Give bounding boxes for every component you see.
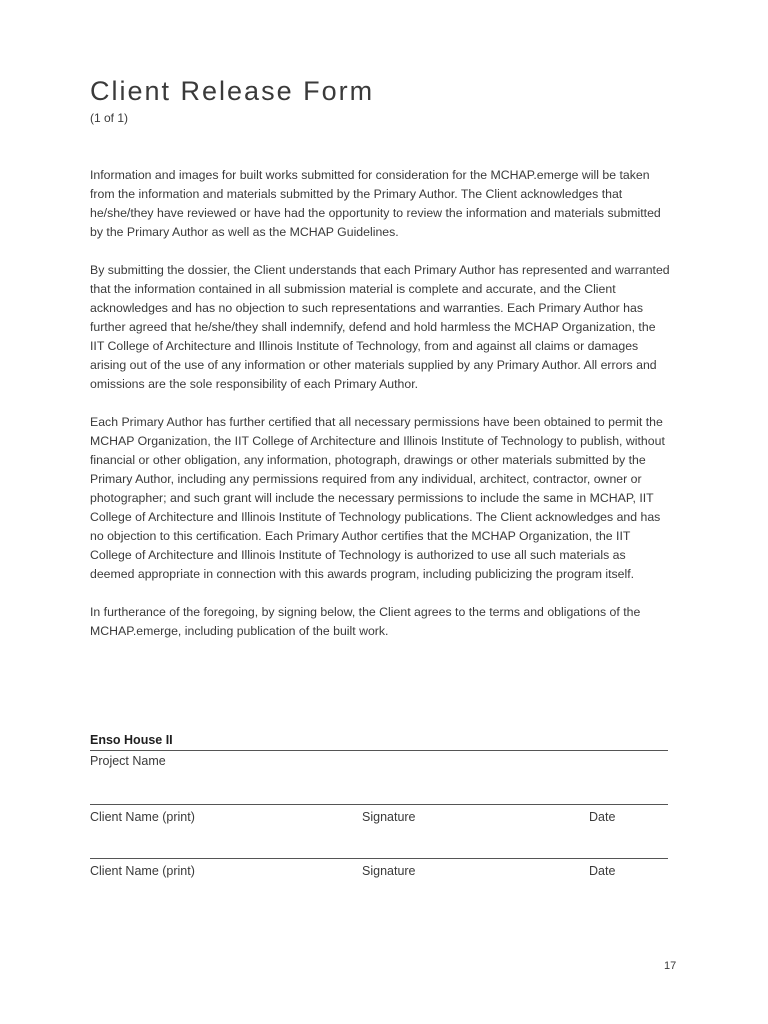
project-name-value: Enso House II [90,733,173,747]
signature-label: Signature [362,810,416,824]
project-name-label: Project Name [90,754,166,768]
date-label: Date [589,864,616,878]
signature-row-2 [90,861,668,883]
signature-line-1 [90,804,668,805]
signature-line-2 [90,858,668,859]
signature-row-1 [90,807,668,829]
page-count: (1 of 1) [90,111,129,125]
client-name-label: Client Name (print) [90,864,195,878]
page-number: 17 [664,960,677,972]
paragraph-information: Information and images for built works submitted for consideration for the MCHAP.emerge will be taken from the information and materials submitted by the Primary Author. The Client acknowledges that he/she/they have reviewed or have had the opportunity to review the information and materials submitted by the Primary Author as well as the MCHAP Guidelines. [90,168,661,239]
form-body [90,166,672,660]
paragraph-agreement: In furtherance of the foregoing, by signing below, the Client agrees to the terms and obligations of the MCHAP.emerge, including publication of the built work. [90,605,641,638]
signature-label: Signature [362,864,416,878]
project-name-field [90,731,668,771]
release-form-page [90,0,670,1024]
paragraph-submission: By submitting the dossier, the Client understands that each Primary Author has represented and warranted that the information contained in all submission material is complete and accurate, and the Client acknowledges and has no objection to such representations and warranties. Each Primary Author has further agreed that he/she/they shall indemnify, defend and hold harmless the MCHAP Organization, the IIT College of Architecture and Illinois Institute of Technology, from and against all claims or damages arising out of the use of any information or other materials supplied by any Primary Author. All errors and omissions are the sole responsibility of each Primary Author. [90,263,670,391]
page-title: Client Release Form [90,76,375,106]
client-name-label: Client Name (print) [90,810,195,824]
paragraph-permissions: Each Primary Author has further certified that all necessary permissions have been obtained to permit the MCHAP Organization, the IIT College of Architecture and Illinois Institute of Technology to publish, without financial or other obligation, any information, photograph, drawings or other materials submitted by the Primary Author, including any permissions required from any individual, architect, contractor, owner or photographer; and such grant will include the necessary permissions to include the same in MCHAP, IIT College of Architecture and Illinois Institute of Technology publications. The Client acknowledges and has no objection to this certification. Each Primary Author certifies that the MCHAP Organization, the IIT College of Architecture and Illinois Institute of Technology is authorized to use all such materials as deemed appropriate in connection with this awards program, including publicizing the program itself. [90,415,665,581]
date-label: Date [589,810,616,824]
